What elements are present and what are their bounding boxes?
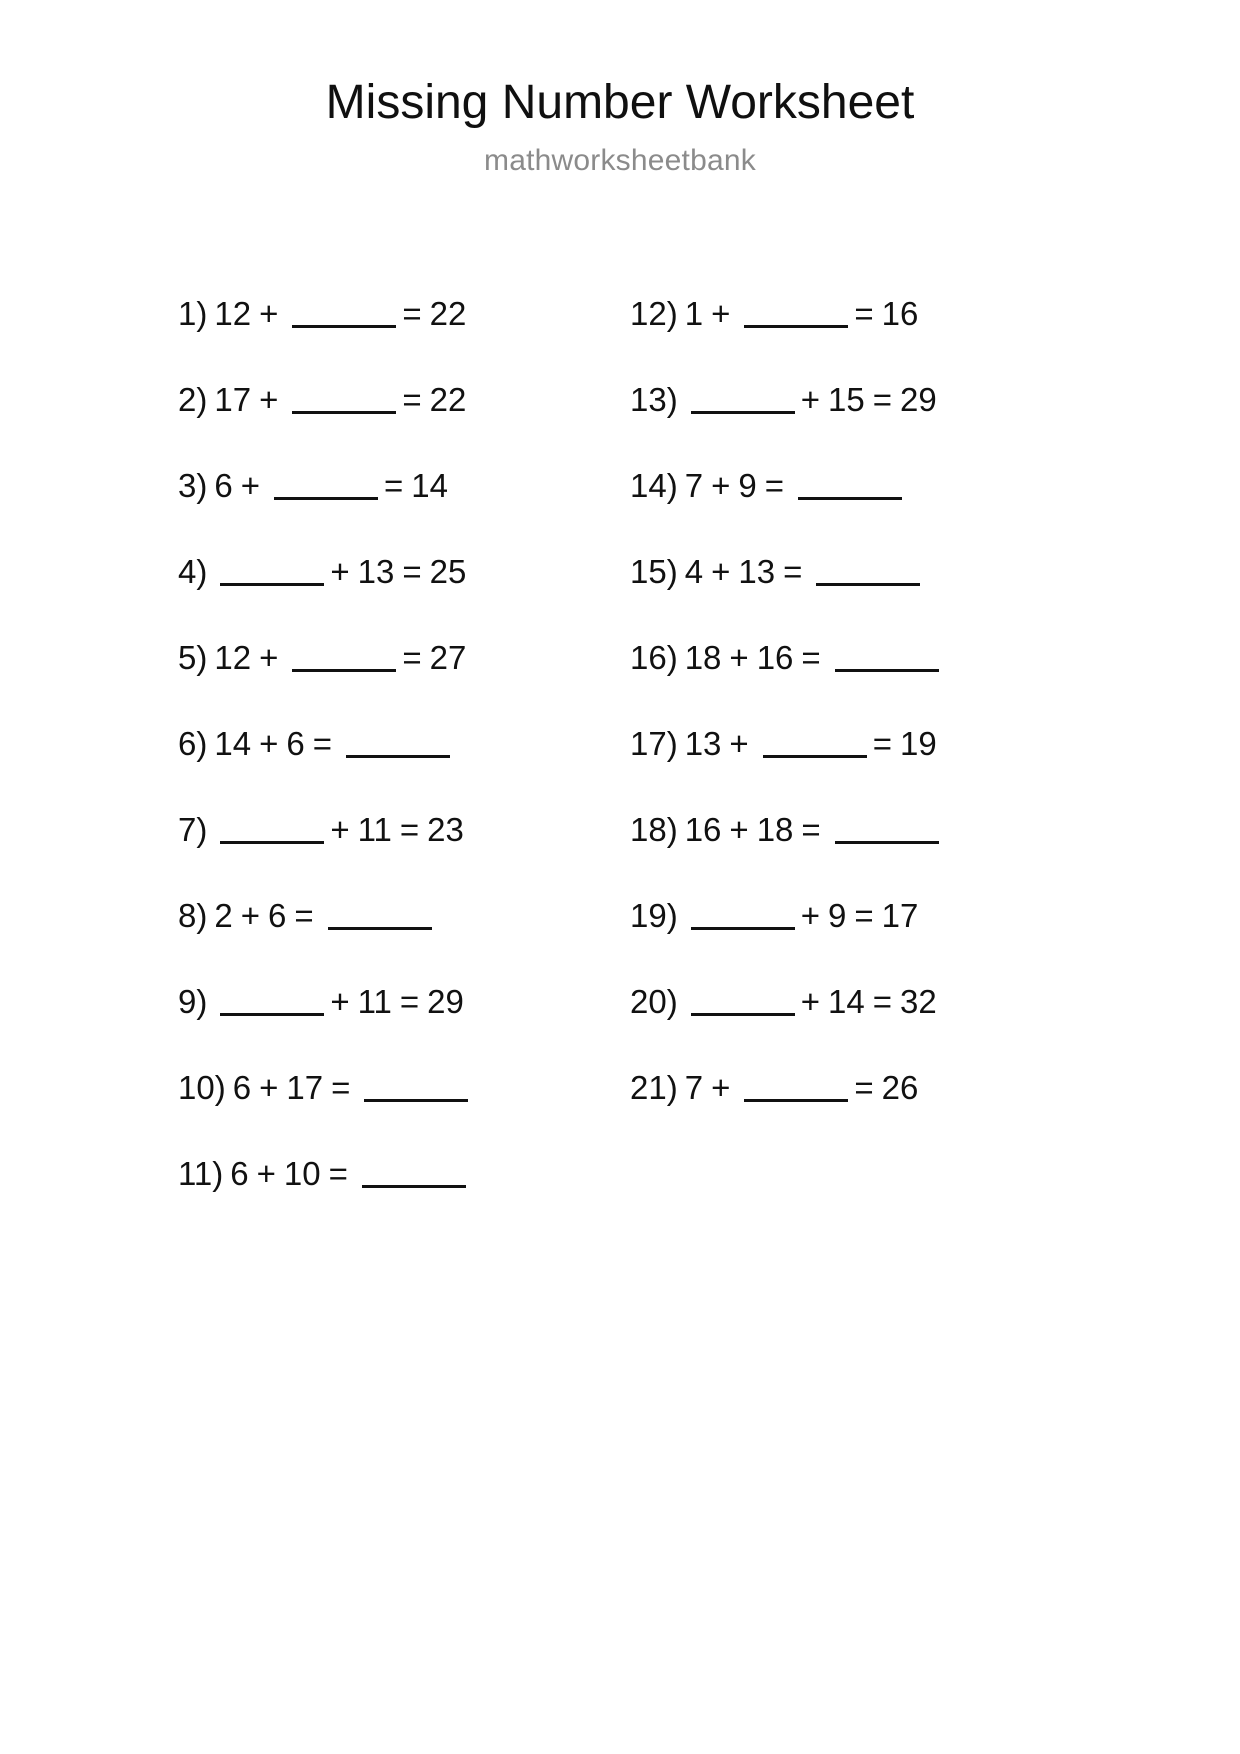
problem-number: 4) [178, 552, 208, 590]
operand-a: 12 [214, 638, 252, 676]
answer-blank[interactable] [292, 299, 396, 328]
problem-number: 19) [630, 896, 678, 934]
result-value: 22 [429, 294, 467, 332]
problem-row [178, 700, 630, 786]
problem-number: 14) [630, 466, 678, 504]
equals-operator: = [872, 724, 892, 762]
operand-a: 13 [684, 724, 722, 762]
answer-blank[interactable] [691, 385, 795, 414]
equals-operator: = [854, 896, 874, 934]
problem-row [178, 442, 630, 528]
answer-blank[interactable] [364, 1073, 468, 1102]
plus-operator: + [259, 724, 279, 762]
answer-blank[interactable] [346, 729, 450, 758]
problem-number: 7) [178, 810, 208, 848]
result-value: 29 [427, 982, 464, 1020]
answer-blank[interactable] [691, 901, 795, 930]
result-value: 32 [899, 982, 937, 1020]
equals-operator: = [801, 810, 821, 848]
answer-blank[interactable] [274, 471, 378, 500]
operand-a: 6 [214, 466, 233, 504]
operand-b: 6 [286, 724, 305, 762]
plus-operator: + [729, 810, 749, 848]
answer-blank[interactable] [835, 643, 939, 672]
problem-row [630, 442, 1082, 528]
equals-operator: = [801, 638, 821, 676]
plus-operator: + [800, 380, 820, 418]
plus-operator: + [259, 380, 279, 418]
answer-blank[interactable] [744, 299, 848, 328]
plus-operator: + [800, 896, 820, 934]
problem-row [178, 958, 630, 1044]
answer-blank[interactable] [328, 901, 432, 930]
problem-number: 11) [178, 1154, 224, 1192]
operand-b: 13 [738, 552, 776, 590]
answer-blank[interactable] [292, 643, 396, 672]
problem-row [630, 786, 1082, 872]
problem-row [178, 1044, 630, 1130]
plus-operator: + [240, 466, 260, 504]
worksheet-source-label: mathworksheetbank [484, 144, 756, 178]
problem-number: 6) [178, 724, 208, 762]
answer-blank[interactable] [292, 385, 396, 414]
problem-row [178, 356, 630, 442]
operand-b: 10 [283, 1154, 321, 1192]
equals-operator: = [402, 638, 422, 676]
problem-number: 3) [178, 466, 208, 504]
equals-operator: = [399, 982, 420, 1020]
equals-operator: = [872, 982, 892, 1020]
problem-row [178, 614, 630, 700]
problem-number: 17) [630, 724, 678, 762]
answer-blank[interactable] [220, 557, 324, 586]
equals-operator: = [402, 294, 422, 332]
answer-blank[interactable] [816, 557, 920, 586]
plus-operator: + [259, 294, 279, 332]
problem-row [630, 528, 1082, 614]
plus-operator: + [711, 1068, 731, 1106]
equals-operator: = [383, 466, 404, 504]
problem-row [178, 270, 630, 356]
problem-number: 18) [630, 810, 678, 848]
result-value: 23 [427, 810, 464, 848]
problem-number: 12) [630, 294, 678, 332]
operand-b: 14 [827, 982, 865, 1020]
plus-operator: + [711, 294, 731, 332]
answer-blank[interactable] [220, 987, 324, 1016]
operand-a: 6 [232, 1068, 252, 1106]
answer-blank[interactable] [763, 729, 867, 758]
problem-number: 21) [630, 1068, 678, 1106]
equals-operator: = [402, 380, 422, 418]
operand-b: 11 [357, 982, 392, 1020]
result-value: 14 [411, 466, 448, 504]
problem-row [178, 528, 630, 614]
worksheet-header [0, 0, 1240, 178]
problem-number: 10) [178, 1068, 226, 1106]
problem-number: 2) [178, 380, 208, 418]
problem-row [178, 1130, 630, 1216]
result-value: 29 [899, 380, 937, 418]
operand-b: 11 [357, 810, 392, 848]
plus-operator: + [330, 982, 350, 1020]
result-value: 26 [881, 1068, 919, 1106]
plus-operator: + [729, 638, 749, 676]
plus-operator: + [330, 810, 350, 848]
problem-number: 15) [630, 552, 678, 590]
problem-column-left [178, 270, 630, 1216]
problem-number: 13) [630, 380, 678, 418]
problem-row [630, 270, 1082, 356]
problem-row [630, 356, 1082, 442]
operand-b: 9 [738, 466, 757, 504]
equals-operator: = [328, 1154, 348, 1192]
result-value: 25 [429, 552, 467, 590]
answer-blank[interactable] [220, 815, 324, 844]
problem-row [630, 700, 1082, 786]
equals-operator: = [783, 552, 803, 590]
problem-number: 9) [178, 982, 208, 1020]
plus-operator: + [256, 1154, 276, 1192]
plus-operator: + [729, 724, 749, 762]
problem-number: 20) [630, 982, 678, 1020]
answer-blank[interactable] [362, 1159, 466, 1188]
operand-b: 15 [827, 380, 865, 418]
plus-operator: + [800, 982, 820, 1020]
problem-row [178, 786, 630, 872]
operand-b: 6 [267, 896, 287, 934]
operand-a: 16 [684, 810, 722, 848]
problem-row [630, 614, 1082, 700]
problem-row [178, 872, 630, 958]
operand-a: 1 [684, 294, 704, 332]
answer-blank[interactable] [691, 987, 795, 1016]
answer-blank[interactable] [798, 471, 902, 500]
operand-a: 18 [684, 638, 722, 676]
problem-number: 1) [178, 294, 208, 332]
operand-b: 18 [756, 810, 794, 848]
plus-operator: + [330, 552, 350, 590]
plus-operator: + [259, 1068, 279, 1106]
plus-operator: + [711, 466, 731, 504]
result-value: 22 [429, 380, 467, 418]
equals-operator: = [854, 1068, 874, 1106]
operand-b: 13 [357, 552, 395, 590]
operand-b: 9 [827, 896, 847, 934]
operand-a: 7 [684, 1068, 704, 1106]
result-value: 19 [899, 724, 937, 762]
problem-column-right [630, 270, 1082, 1130]
problem-row [630, 958, 1082, 1044]
operand-b: 16 [756, 638, 794, 676]
operand-a: 7 [684, 466, 704, 504]
equals-operator: = [402, 552, 422, 590]
operand-a: 12 [214, 294, 252, 332]
problem-number: 16) [630, 638, 678, 676]
operand-a: 17 [214, 380, 252, 418]
equals-operator: = [294, 896, 314, 934]
result-value: 16 [881, 294, 919, 332]
equals-operator: = [854, 294, 874, 332]
page-title: Missing Number Worksheet [325, 76, 915, 129]
equals-operator: = [764, 466, 784, 504]
result-value: 17 [881, 896, 919, 934]
problem-number: 5) [178, 638, 208, 676]
operand-a: 6 [230, 1154, 249, 1192]
result-value: 27 [429, 638, 467, 676]
equals-operator: = [399, 810, 420, 848]
equals-operator: = [331, 1068, 351, 1106]
equals-operator: = [312, 724, 332, 762]
answer-blank[interactable] [744, 1073, 848, 1102]
plus-operator: + [259, 638, 279, 676]
operand-a: 4 [684, 552, 704, 590]
answer-blank[interactable] [835, 815, 939, 844]
plus-operator: + [240, 896, 260, 934]
problem-list [0, 270, 1240, 1216]
operand-a: 14 [214, 724, 252, 762]
problem-row [630, 1044, 1082, 1130]
plus-operator: + [711, 552, 731, 590]
operand-b: 17 [286, 1068, 324, 1106]
operand-a: 2 [214, 896, 233, 934]
equals-operator: = [872, 380, 892, 418]
problem-number: 8) [178, 896, 208, 934]
problem-row [630, 872, 1082, 958]
